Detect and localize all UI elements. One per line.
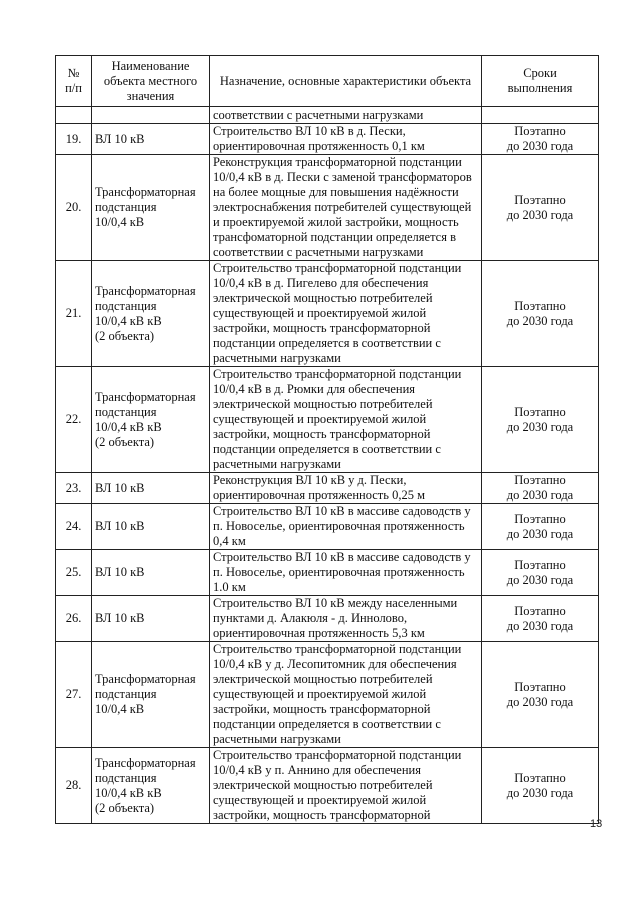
row-number: 23.: [56, 473, 92, 504]
row-description: Строительство трансформаторной подстанции 10/0,4 кВ у п. Аннино для обеспечения электрической мощностью потребителей существующей и проектируемой жилой застройки, мощность трансформаторной: [210, 748, 482, 824]
table-row: [56, 550, 599, 596]
row-number: 27.: [56, 642, 92, 748]
table-row: [56, 124, 599, 155]
table-row: [56, 473, 599, 504]
row-term: Поэтапно до 2030 года: [482, 155, 599, 261]
row-object-name: ВЛ 10 кВ: [92, 473, 210, 504]
table-row: [56, 504, 599, 550]
table-row: [56, 748, 599, 824]
row-number: 28.: [56, 748, 92, 824]
row-number: 26.: [56, 596, 92, 642]
continuation-term: [482, 107, 599, 124]
row-object-name: Трансформаторная подстанция 10/0,4 кВ: [92, 155, 210, 261]
row-term: Поэтапно до 2030 года: [482, 367, 599, 473]
row-object-name: ВЛ 10 кВ: [92, 504, 210, 550]
row-object-name: ВЛ 10 кВ: [92, 124, 210, 155]
header-num: № п/п: [56, 56, 92, 107]
row-description: Реконструкция трансформаторной подстанции 10/0,4 кВ в д. Пески с заменой трансформаторов на более мощные для повышения надёжности электроснабжения потребителей существующей и проектируемой жилой застройки, мощность трансфоматорной подстанции определяется в соответствии с расчетными нагрузками: [210, 155, 482, 261]
row-object-name: ВЛ 10 кВ: [92, 596, 210, 642]
continuation-desc: соответствии с расчетными нагрузками: [210, 107, 482, 124]
row-object-name: Трансформаторная подстанция 10/0,4 кВ кВ (2 объекта): [92, 261, 210, 367]
table-header: [56, 56, 599, 107]
table-row: [56, 596, 599, 642]
continuation-num: [56, 107, 92, 124]
page-number: 13: [590, 818, 603, 830]
row-description: Строительство трансформаторной подстанции 10/0,4 кВ в д. Пигелево для обеспечения электрической мощностью потребителей существующей и проектируемой жилой застройки, мощность трансформаторной подстанции определяется в соответствии с расчетными нагрузками: [210, 261, 482, 367]
table-row: [56, 155, 599, 261]
row-number: 21.: [56, 261, 92, 367]
row-term: Поэтапно до 2030 года: [482, 550, 599, 596]
header-term: Сроки выполнения: [482, 56, 599, 107]
continuation-name: [92, 107, 210, 124]
table-row: [56, 261, 599, 367]
row-term: Поэтапно до 2030 года: [482, 596, 599, 642]
header-purpose: Назначение, основные характеристики объекта: [210, 56, 482, 107]
row-description: Строительство ВЛ 10 кВ в массиве садоводств у п. Новоселье, ориентировочная протяженность 1.0 км: [210, 550, 482, 596]
row-term: Поэтапно до 2030 года: [482, 124, 599, 155]
row-description: Реконструкция ВЛ 10 кВ у д. Пески, ориентировочная протяженность 0,25 м: [210, 473, 482, 504]
row-object-name: Трансформаторная подстанция 10/0,4 кВ кВ (2 объекта): [92, 367, 210, 473]
row-description: Строительство ВЛ 10 кВ в д. Пески, ориентировочная протяженность 0,1 км: [210, 124, 482, 155]
row-term: Поэтапно до 2030 года: [482, 748, 599, 824]
row-description: Строительство трансформаторной подстанции 10/0,4 кВ в д. Рюмки для обеспечения электрической мощностью потребителей существующей и проектируемой жилой застройки, мощность трансформаторной подстанции определяется в соответствии с расчетными нагрузками: [210, 367, 482, 473]
row-term: Поэтапно до 2030 года: [482, 473, 599, 504]
row-description: Строительство ВЛ 10 кВ между населенными пунктами д. Алакюля - д. Иннолово, ориентировочная протяженность 5,3 км: [210, 596, 482, 642]
row-object-name: ВЛ 10 кВ: [92, 550, 210, 596]
continuation-row: [56, 107, 599, 124]
row-number: 22.: [56, 367, 92, 473]
table-row: [56, 642, 599, 748]
row-description: Строительство трансформаторной подстанции 10/0,4 кВ у д. Лесопитомник для обеспечения электрической мощностью потребителей существующей и проектируемой жилой застройки, мощность трансформаторной подстанции определяется в соответствии с расчетными нагрузками: [210, 642, 482, 748]
row-number: 25.: [56, 550, 92, 596]
table-row: [56, 367, 599, 473]
row-term: Поэтапно до 2030 года: [482, 504, 599, 550]
header-name: Наименование объекта местного значения: [92, 56, 210, 107]
row-number: 24.: [56, 504, 92, 550]
row-number: 19.: [56, 124, 92, 155]
row-object-name: Трансформаторная подстанция 10/0,4 кВ кВ (2 объекта): [92, 748, 210, 824]
row-object-name: Трансформаторная подстанция 10/0,4 кВ: [92, 642, 210, 748]
row-description: Строительство ВЛ 10 кВ в массиве садоводств у п. Новоселье, ориентировочная протяженность 0,4 км: [210, 504, 482, 550]
row-number: 20.: [56, 155, 92, 261]
row-term: Поэтапно до 2030 года: [482, 642, 599, 748]
plan-table: [55, 55, 599, 824]
row-term: Поэтапно до 2030 года: [482, 261, 599, 367]
table-body: [56, 107, 599, 824]
